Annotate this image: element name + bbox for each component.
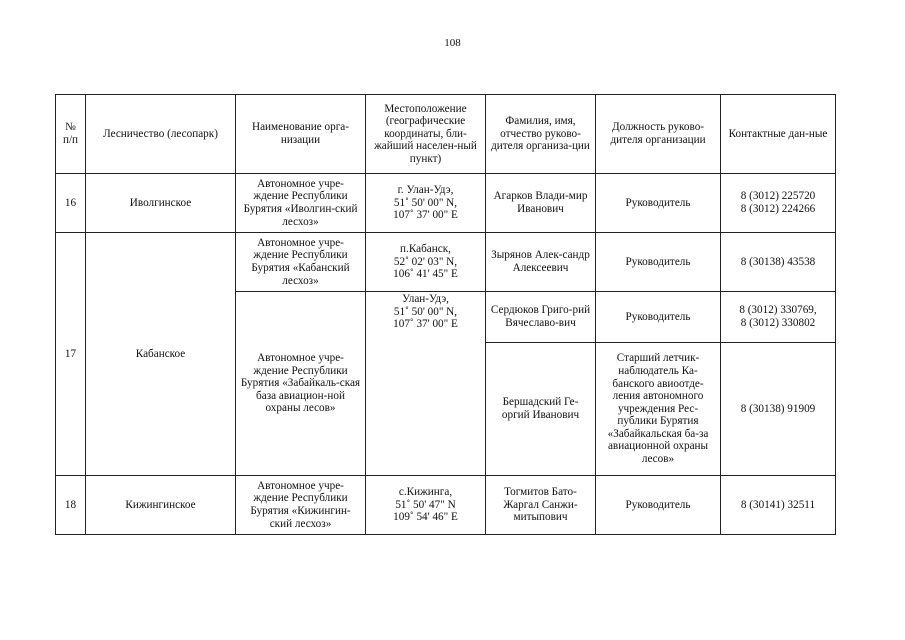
row-contacts: 8 (30138) 91909 — [721, 343, 836, 476]
row-manager: Агарков Влади-мир Иванович — [486, 174, 596, 233]
table-row — [56, 476, 836, 535]
location-line: 107˚ 37' 00" E — [393, 209, 458, 222]
page-number: 108 — [444, 37, 461, 49]
contact-line: 8 (3012) 330769, — [739, 304, 817, 317]
location-line: 51˚ 50' 00" N, — [393, 305, 458, 318]
row-org: Автономное учре-ждение Республики Бурятия «Иволгин-ский лесхоз» — [236, 174, 366, 233]
row-org: Автономное учре-ждение Республики Бурятия «Кабанский лесхоз» — [236, 233, 366, 292]
row-manager: Тогмитов Бато-Жаргал Санжи-митыпович — [486, 476, 596, 535]
row-org: Автономное учре-ждение Республики Бурятия «Забайкаль-ская база авиацион-ной охраны лесов» — [236, 292, 366, 476]
row-contacts: 8 (30138) 43538 — [721, 233, 836, 292]
row-location — [366, 476, 486, 535]
header-org: Наименование орга-низации — [236, 95, 366, 174]
row-manager: Зырянов Алек-сандр Алексеевич — [486, 233, 596, 292]
header-num: № п/п — [56, 95, 86, 174]
location-line: п.Кабанск, — [400, 243, 451, 256]
header-location: Местоположение (географические координаты, бли-жайший населен-ный пункт) — [366, 95, 486, 174]
location-line: 51˚ 50' 00" N, — [393, 196, 458, 209]
location-line: Улан-Удэ, — [402, 293, 449, 305]
row-num: 16 — [56, 174, 86, 233]
row-position: Руководитель — [596, 233, 721, 292]
header-row — [56, 95, 836, 174]
row-forestry: Иволгинское — [86, 174, 236, 233]
location-line: 51˚ 50' 47" N — [395, 498, 456, 511]
organizations-table — [55, 94, 836, 535]
row-org: Автономное учре-ждение Республики Бурятия «Кижингин-ский лесхоз» — [236, 476, 366, 535]
header-manager: Фамилия, имя, отчество руково-дителя организа-ции — [486, 95, 596, 174]
location-line: 106˚ 41' 45" E — [393, 268, 458, 281]
location-line: 107˚ 37' 00" E — [393, 318, 458, 331]
row-forestry: Кижингинское — [86, 476, 236, 535]
table-row — [56, 174, 836, 233]
row-contacts — [721, 292, 836, 343]
location-line: г. Улан-Удэ, — [397, 184, 454, 197]
row-position: Руководитель — [596, 476, 721, 535]
row-contacts: 8 (30141) 32511 — [721, 476, 836, 535]
row-num: 17 — [56, 233, 86, 476]
table-row — [56, 233, 836, 292]
row-manager: Сердюков Григо-рий Вячеславо-вич — [486, 292, 596, 343]
contact-line: 8 (3012) 225720 — [740, 190, 816, 203]
row-location — [366, 292, 486, 476]
contact-line: 8 (3012) 330802 — [740, 317, 816, 329]
row-location — [366, 233, 486, 292]
location-line: с.Кижинга, — [398, 486, 453, 499]
row-position: Руководитель — [596, 292, 721, 343]
row-num: 18 — [56, 476, 86, 535]
row-forestry: Кабанское — [86, 233, 236, 476]
row-position: Руководитель — [596, 174, 721, 233]
row-contacts — [721, 174, 836, 233]
header-forestry: Лесничество (лесопарк) — [86, 95, 236, 174]
location-line: 52˚ 02' 03" N, — [393, 255, 458, 268]
contact-line: 8 (3012) 224266 — [740, 203, 816, 215]
header-contacts: Контактные дан-ные — [721, 95, 836, 174]
location-line: 109˚ 54' 46" E — [393, 511, 458, 524]
row-manager: Бершадский Ге-оргий Иванович — [486, 343, 596, 476]
row-location — [366, 174, 486, 233]
row-position: Старший летчик-наблюдатель Ка-банского авиоотде-ления автономного учреждения Рес-публики Бурятия «Забайкальская ба-за авиационной охраны лесов» — [596, 343, 721, 476]
header-position: Должность руково-дителя организации — [596, 95, 721, 174]
